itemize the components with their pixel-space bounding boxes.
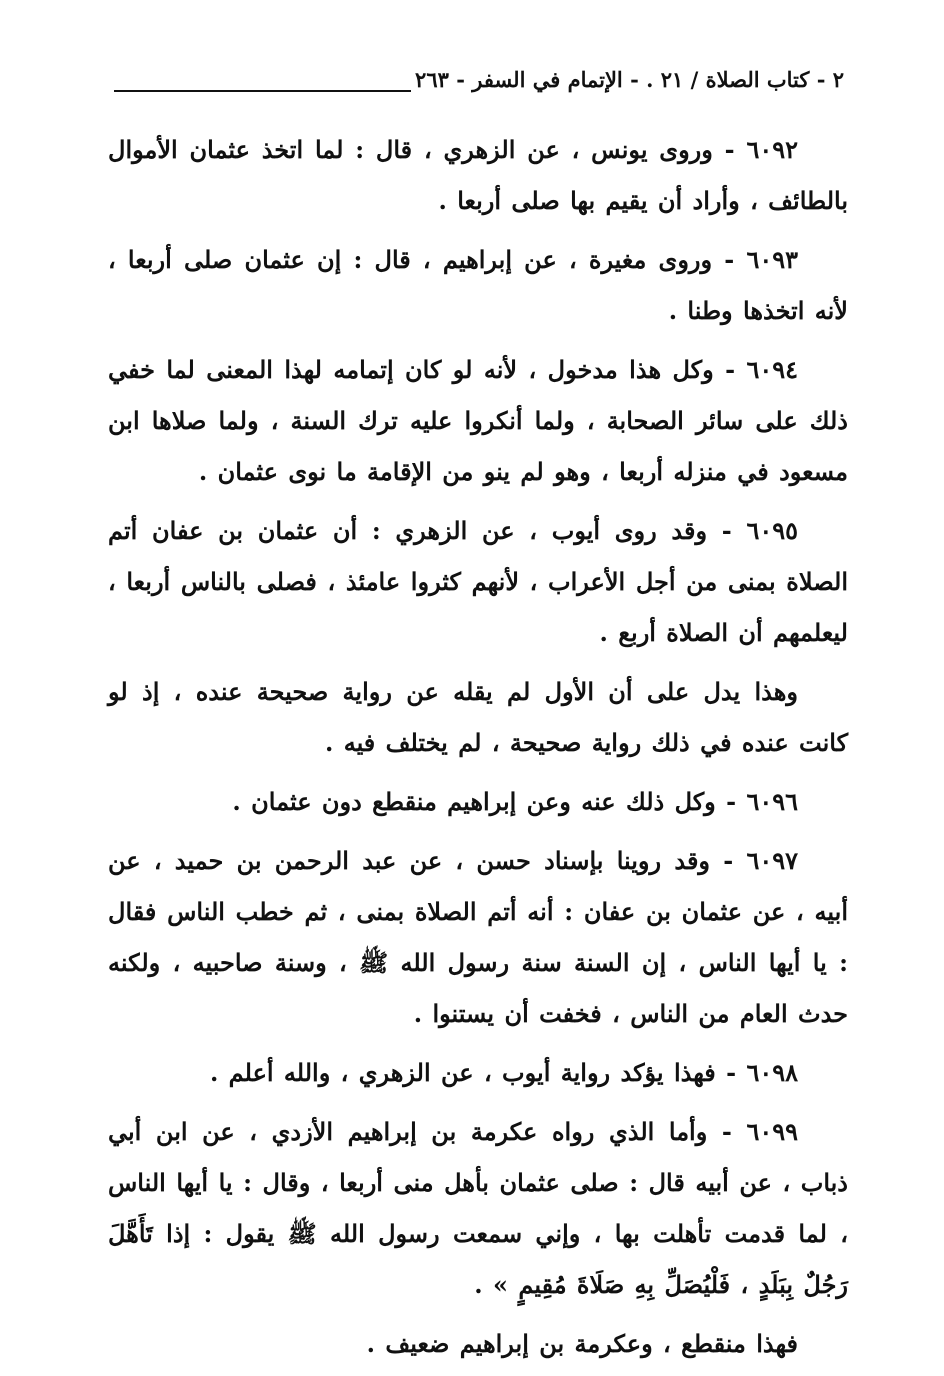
paragraph-6096 [108, 776, 848, 827]
paragraph-text: - وأما الذي رواه عكرمة بن إبراهيم الأزدي ، عن ابن أبي ذباب ، عن أبيه قال : صلى عثمان بأهل منى أربعا ، وقال : يا أيها الناس ، لما قدمت تأهلت بها ، وإني سمعت رسول الله ﷺ يقول : إذا تَأَهَّلَ رَجُلٌ بِبَلَدٍ ، فَلْيُصَلِّ بِهِ صَلَاةَ مُقِيمٍ » . [108, 1117, 848, 1299]
paragraph-number: ٦٠٩٦ [746, 787, 798, 816]
paragraph-text: - وكل ذلك عنه وعن إبراهيم منقطع دون عثمان . [232, 787, 747, 816]
paragraph-text: - وكل هذا مدخول ، لأنه لو كان إتمامه لهذا المعنى لما خفي ذلك على سائر الصحابة ، ولما أنكروا عليه ترك السنة ، ولما صلاها ابن مسعود في منزله أربعا ، وهو لم ينو من الإقامة ما نوى عثمان . [108, 355, 848, 486]
paragraph-text: فهذا منقطع ، وعكرمة بن إبراهيم ضعيف . [366, 1329, 798, 1358]
paragraph-text: - وروى يونس ، عن الزهري ، قال : لما اتخذ عثمان الأموال بالطائف ، وأراد أن يقيم بها صلى أربعا . [108, 135, 848, 215]
paragraph-6093 [108, 234, 848, 336]
paragraph-6098 [108, 1047, 848, 1098]
paragraph-number: ٦٠٩٧ [746, 846, 798, 875]
paragraph-number: ٦٠٩٨ [746, 1058, 798, 1087]
paragraph-6097 [108, 835, 848, 1039]
paragraph-text: - وروى مغيرة ، عن إبراهيم ، قال : إن عثمان صلى أربعا ، لأنه اتخذها وطنا . [108, 245, 848, 325]
paragraph-commentary [108, 666, 848, 768]
paragraph-conclusion [108, 1318, 848, 1369]
running-head-text: ٢ - كتاب الصلاة / ٢١ . - الإتمام في السفر - ٢٦٣ [415, 67, 844, 92]
page-body [108, 124, 848, 1369]
running-head [108, 60, 844, 94]
paragraph-number: ٦٠٩٥ [746, 516, 798, 545]
paragraph-6099 [108, 1106, 848, 1310]
paragraph-text: - وقد روى أيوب ، عن الزهري : أن عثمان بن عفان أتم الصلاة بمنى من أجل الأعراب ، لأنهم كثروا عامئذ ، فصلى بالناس أربعا ، ليعلمهم أن الصلاة أربع . [108, 516, 848, 647]
header-rule [114, 90, 411, 92]
paragraph-6092 [108, 124, 848, 226]
paragraph-6094 [108, 344, 848, 497]
paragraph-6095 [108, 505, 848, 658]
paragraph-number: ٦٠٩٤ [746, 355, 798, 384]
paragraph-text: - فهذا يؤكد رواية أيوب ، عن الزهري ، والله أعلم . [209, 1058, 747, 1087]
paragraph-text: وهذا يدل على أن الأول لم يقله عن رواية صحيحة عنده ، إذ لو كانت عنده في ذلك رواية صحيحة ، لم يختلف فيه . [108, 677, 848, 757]
paragraph-number: ٦٠٩٩ [746, 1117, 798, 1146]
paragraph-text: - وقد روينا بإسناد حسن ، عن عبد الرحمن بن حميد ، عن أبيه ، عن عثمان بن عفان : أنه أتم الصلاة بمنى ، ثم خطب الناس فقال : يا أيها الناس ، إن السنة سنة رسول الله ﷺ ، وسنة صاحبيه ، ولكنه حدث العام من الناس ، فخفت أن يستنوا . [108, 846, 848, 1028]
paragraph-number: ٦٠٩٣ [746, 245, 798, 274]
paragraph-number: ٦٠٩٢ [746, 135, 798, 164]
